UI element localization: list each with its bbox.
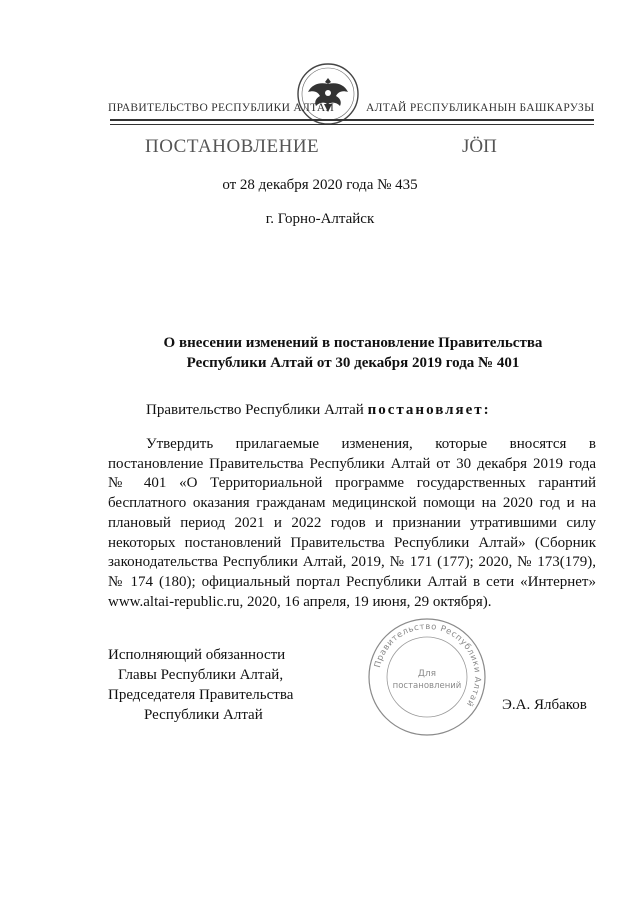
signatory-name: Э.А. Ялбаков	[502, 697, 587, 713]
title-line-2: Республики Алтай от 30 декабря 2019 года № 401	[186, 355, 520, 371]
signature-block	[108, 645, 293, 725]
coat-of-arms-icon	[296, 62, 360, 126]
header-right-title: АЛТАЙ РЕСПУБЛИКАНЫН БАШКАРУЗЫ	[366, 102, 595, 114]
intro-verb: постановляет:	[367, 402, 491, 418]
signature-line-1: Исполняющий обязанности	[108, 647, 286, 663]
document-title	[110, 333, 596, 373]
header-left-title: ПРАВИТЕЛЬСТВО РЕСПУБЛИКИ АЛТАЙ	[108, 102, 335, 114]
date-line: от 28 декабря 2020 года № 435	[222, 177, 418, 193]
body-paragraph: Утвердить прилагаемые изменения, которые вносятся в постановление Правительства Республики Алтай от 30 декабря 2019 года № 401 «О Территориальной программе государственных гарантий бесплатного оказания гражданам медицинской помощи на 2020 год и на плановый период 2021 и 2022 годов и признании утратившими силу некоторых постановлений Правительства Республики Алтай» (Сборник законодательства Республики Алтай, 2019, № 171 (177); 2020, № 173(179), № 174 (180); официальный портал Республики Алтай в сети «Интернет» www.altai-republic.ru, 2020, 16 апреля, 19 июня, 29 октября).	[108, 436, 596, 610]
stamp-inner-line-2: постановлений	[392, 681, 462, 691]
signature-line-2: Главы Республики Алтай,	[118, 667, 284, 683]
signature-line-4: Республики Алтай	[144, 707, 263, 723]
doc-type-alt: JÖП	[462, 136, 497, 157]
signature-line-3: Председателя Правительства	[108, 687, 294, 703]
intro-paragraph	[146, 402, 491, 419]
header-rule-thick	[110, 119, 594, 121]
svg-text:Правительство Республики Алтай	[373, 622, 482, 709]
stamp-inner-line-1: Для	[417, 669, 437, 679]
city-line: г. Горно-Алтайск	[265, 211, 375, 227]
official-stamp	[366, 616, 488, 738]
stamp-outer-text: Правительство Республики Алтай	[372, 621, 483, 709]
title-line-1: О внесении изменений в постановление Правительства	[163, 335, 543, 351]
intro-prefix: Правительство Республики Алтай	[146, 402, 368, 418]
doc-type-ru: ПОСТАНОВЛЕНИЕ	[145, 136, 320, 157]
header-rule-thin	[110, 124, 594, 125]
